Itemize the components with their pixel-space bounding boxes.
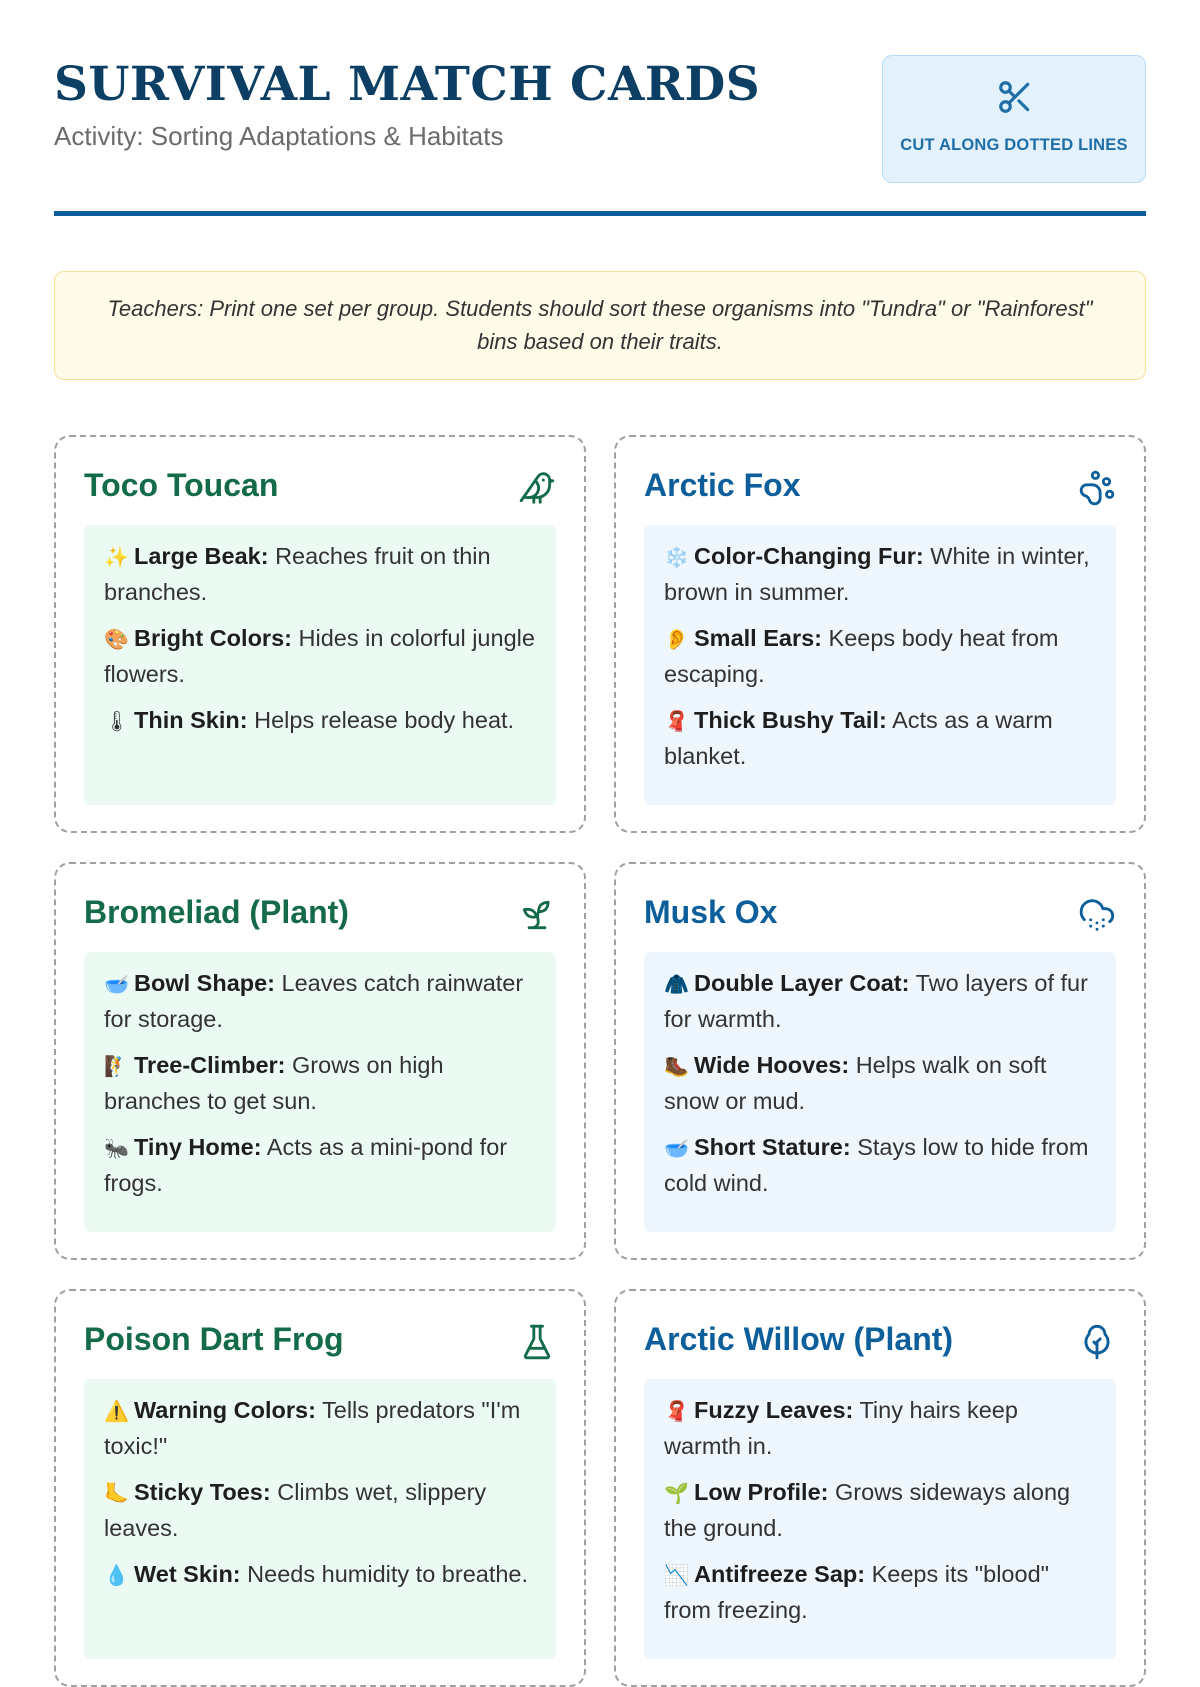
trait-name: Short Stature: (694, 1134, 851, 1160)
tree-icon (1078, 1323, 1116, 1361)
cut-instruction-box (882, 55, 1146, 183)
cloud-snow-icon (1078, 896, 1116, 934)
card-musk-ox (614, 862, 1146, 1260)
trait-text: Two layers of fur for warmth. (664, 970, 1088, 1032)
trait-item (664, 621, 1096, 691)
flask-icon (518, 1323, 556, 1361)
sprout-icon (518, 896, 556, 934)
trait-text: White in winter, brown in summer. (664, 543, 1090, 605)
trait-item (104, 1048, 536, 1118)
trait-text: Keeps body heat from escaping. (664, 625, 1059, 687)
card-poison-dart-frog (54, 1289, 586, 1687)
trait-item (664, 1048, 1096, 1118)
coat-icon: 🧥 (664, 974, 689, 996)
droplet-icon: 💧 (104, 1565, 129, 1587)
trait-text: Helps release body heat. (254, 707, 515, 733)
bowl-icon: 🥣 (104, 974, 129, 996)
trait-item (664, 703, 1096, 773)
page-subtitle: Activity: Sorting Adaptations & Habitats (54, 121, 504, 151)
trait-item (664, 1557, 1096, 1627)
trait-item (104, 621, 536, 691)
trait-item (104, 1475, 536, 1545)
palette-icon: 🎨 (104, 629, 129, 651)
card-arctic-willow (614, 1289, 1146, 1687)
scarf-icon: 🧣 (664, 1401, 689, 1423)
trait-text: Keeps its "blood" from freezing. (664, 1561, 1049, 1623)
trait-text: Grows sideways along the ground. (664, 1479, 1071, 1541)
trait-name: Wide Hooves: (694, 1052, 850, 1078)
trait-name: Bright Colors: (134, 625, 292, 651)
trait-name: Double Layer Coat: (694, 970, 910, 996)
bowl-icon: 🥣 (664, 1138, 689, 1160)
header-divider (54, 211, 1146, 216)
trait-text: Hides in colorful jungle flowers. (104, 625, 535, 687)
trait-item (664, 539, 1096, 609)
trait-text: Grows on high branches to get sun. (104, 1052, 444, 1114)
trait-list (84, 952, 556, 1232)
trait-item (664, 1475, 1096, 1545)
warning-icon: ⚠️ (104, 1401, 129, 1423)
trait-list (84, 525, 556, 805)
trait-item (104, 703, 536, 739)
card-title: Arctic Willow (Plant) (644, 1321, 954, 1357)
climber-icon: 🧗 (104, 1056, 129, 1078)
trait-name: Warning Colors: (134, 1397, 316, 1423)
trait-name: Color-Changing Fur: (694, 543, 924, 569)
boot-icon: 🥾 (664, 1056, 689, 1078)
scissors-icon (996, 78, 1034, 116)
trait-text: Reaches fruit on thin branches. (104, 543, 491, 605)
trait-item (104, 1130, 536, 1200)
snowflake-icon: ❄️ (664, 547, 689, 569)
trait-item (104, 1393, 536, 1463)
trait-name: Thin Skin: (134, 707, 248, 733)
trait-text: Climbs wet, slippery leaves. (104, 1479, 487, 1541)
trait-text: Acts as a warm blanket. (664, 707, 1053, 769)
bird-icon (518, 469, 556, 507)
trait-name: Antifreeze Sap: (694, 1561, 866, 1587)
trait-name: Thick Bushy Tail: (694, 707, 887, 733)
teacher-note: Teachers: Print one set per group. Students should sort these organisms into "Tundra" or "Rainforest" bins based on their traits. (54, 271, 1146, 380)
trait-name: Small Ears: (694, 625, 823, 651)
trait-name: Tree-Climber: (134, 1052, 286, 1078)
trait-name: Sticky Toes: (134, 1479, 271, 1505)
trait-text: Tiny hairs keep warmth in. (664, 1397, 1018, 1459)
trait-text: Tells predators "I'm toxic!" (104, 1397, 521, 1459)
card-title: Poison Dart Frog (84, 1321, 344, 1357)
trait-text: Stays low to hide from cold wind. (664, 1134, 1089, 1196)
page-header (54, 55, 1146, 185)
trait-item (104, 966, 536, 1036)
trait-item (104, 1557, 536, 1593)
scarf-icon: 🧣 (664, 711, 689, 733)
sparkles-icon: ✨ (104, 547, 129, 569)
trait-list (644, 525, 1116, 805)
trait-item (104, 539, 536, 609)
foot-icon: 🦶 (104, 1483, 129, 1505)
card-title: Musk Ox (644, 894, 778, 930)
trait-list (644, 1379, 1116, 1659)
card-title: Bromeliad (Plant) (84, 894, 349, 930)
ear-icon: 👂 (664, 629, 689, 651)
trait-name: Wet Skin: (134, 1561, 241, 1587)
paw-print-icon (1078, 469, 1116, 507)
trait-text: Leaves catch rainwater for storage. (104, 970, 524, 1032)
cut-label: CUT ALONG DOTTED LINES (900, 136, 1128, 154)
chart-decreasing-icon: 📉 (664, 1565, 689, 1587)
trait-name: Large Beak: (134, 543, 269, 569)
trait-item (664, 1393, 1096, 1463)
trait-list (84, 1379, 556, 1659)
trait-name: Fuzzy Leaves: (694, 1397, 854, 1423)
trait-list (644, 952, 1116, 1232)
card-bromeliad (54, 862, 586, 1260)
seedling-icon: 🌱 (664, 1483, 689, 1505)
card-title: Arctic Fox (644, 467, 801, 503)
trait-name: Low Profile: (694, 1479, 829, 1505)
thermometer-icon: 🌡 (104, 711, 130, 733)
trait-item (664, 1130, 1096, 1200)
trait-text: Helps walk on soft snow or mud. (664, 1052, 1047, 1114)
ant-icon: 🐜 (104, 1138, 129, 1160)
card-toco-toucan (54, 435, 586, 833)
trait-name: Bowl Shape: (134, 970, 276, 996)
card-title: Toco Toucan (84, 467, 279, 503)
trait-text: Needs humidity to breathe. (247, 1561, 529, 1587)
trait-name: Tiny Home: (134, 1134, 262, 1160)
page-title: SURVIVAL MATCH CARDS (54, 57, 761, 112)
card-arctic-fox (614, 435, 1146, 833)
trait-item (664, 966, 1096, 1036)
trait-text: Acts as a mini-pond for frogs. (104, 1134, 508, 1196)
